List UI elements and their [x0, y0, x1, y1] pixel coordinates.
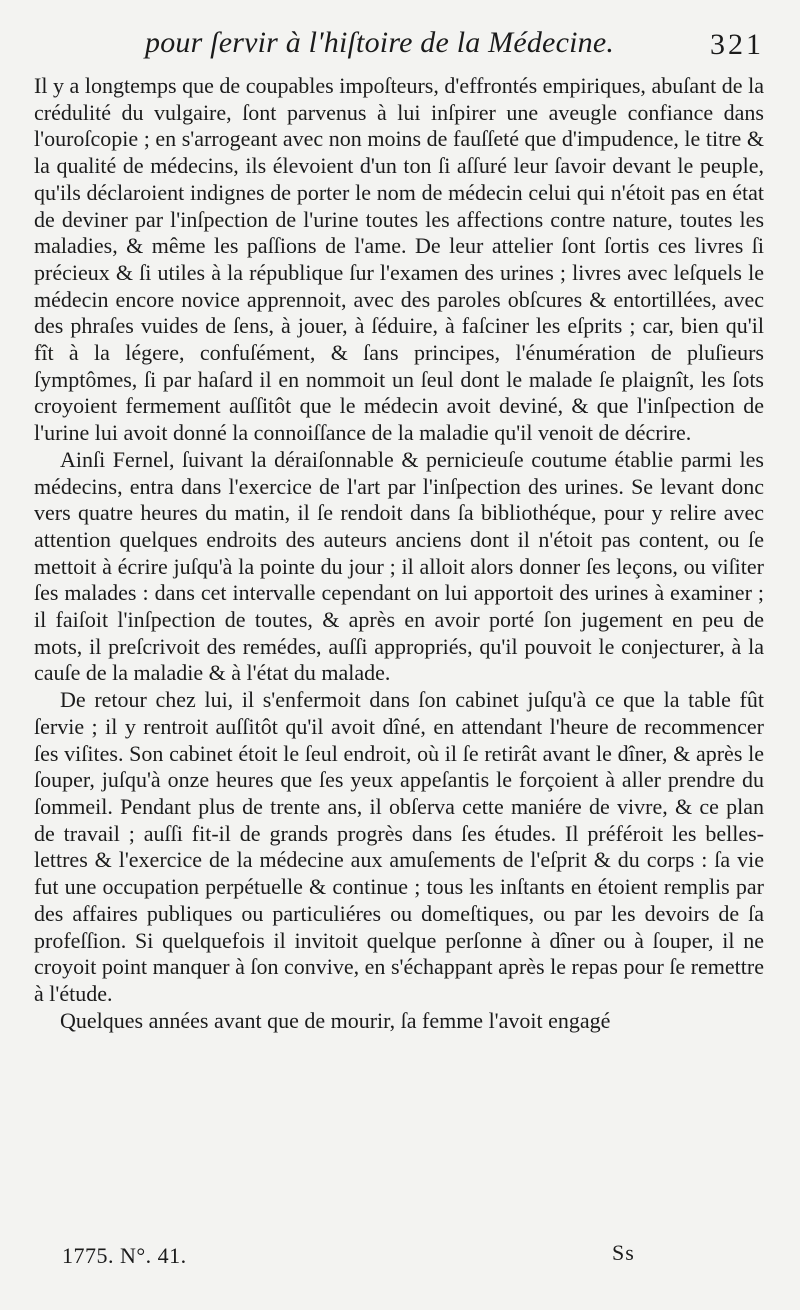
paragraph-1: Il y a longtemps que de coupables impoſteurs, d'effrontés empiriques, abuſant de la crédulité du vulgaire, ſont parvenus à lui inſpirer une aveugle confiance dans l'ouroſcopie ; en s'arrogeant avec non moins de fauſſeté que d'impudence, le titre & la qualité de médecins, ils élevoient d'un ton ſi aſſuré leur ſavoir devant le peuple, qu'ils déclaroient indignes de porter le nom de médecin celui qui n'étoit pas en état de deviner par l'inſpection de l'urine toutes les affections contre nature, toutes les maladies, & même les paſſions de l'ame. De leur attelier ſont ſortis ces livres ſi précieux & ſi utiles à la république ſur l'examen des urines ; livres avec leſquels le médecin encore novice apprennoit, avec des paroles obſcures & entortillées, avec des phraſes vuides de ſens, à jouer, à ſéduire, à faſciner les eſprits ; car, bien qu'il fît à la légere, confuſément, & ſans principes, l'énumération de pluſieurs ſymptômes, ſi par haſard il en nommoit un ſeul dont le malade ſe plaignît, les ſots croyoient fermement auſſitôt que le médecin avoit deviné, & que l'inſpection de l'urine lui avoit donné la connoiſſance de la maladie qu'il venoit de décrire.	[34, 73, 764, 446]
issue-number: 1775. N°. 41.	[62, 1243, 187, 1268]
running-title: pour ſervir à l'hiſtoire de la Médecine.	[145, 26, 615, 59]
body-text	[34, 73, 764, 1034]
paragraph-4: Quelques années avant que de mourir, ſa femme l'avoit engagé	[60, 1007, 611, 1033]
paragraph-3: De retour chez lui, il s'enfermoit dans ſon cabinet juſqu'à ce que la table fût ſervie ; il y rentroit auſſitôt qu'il avoit dîné, en attendant l'heure de recommencer ſes viſites. Son cabinet étoit le ſeul endroit, où il ſe retirât avant le dîner, & après le ſouper, juſqu'à onze heures que ſes yeux appeſantis le forçoient à aller prendre du ſommeil. Pendant plus de trente ans, il obſerva cette maniére de vivre, & ce plan de travail ; auſſi fit-il de grands progrès dans ſes études. Il préféroit les belles-lettres & l'exercice de la médecine aux amuſements de l'eſprit & du corps : ſa vie fut une occupation perpétuelle & continue ; tous les inſtants en étoient remplis par des affaires publiques ou particuliéres ou domeſtiques, ou par les devoirs de ſa profeſſion. Si quelquefois il invitoit quelque perſonne à dîner ou à ſouper, il ne croyoit point manquer à ſon convive, en s'échappant après le repas pour ſe remettre à l'étude.	[34, 687, 764, 1006]
signature-mark: Ss	[612, 1240, 635, 1265]
paragraph-2: Ainſi Fernel, ſuivant la déraiſonnable & pernicieuſe coutume établie parmi les médecins, entra dans l'exercice de l'art par l'inſpection des urines. Se levant donc vers quatre heures du matin, il ſe rendoit dans ſa bibliothéque, pour y relire avec attention quelques endroits des auteurs anciens dont il n'étoit pas content, ou ſe mettoit à écrire juſqu'à la pointe du jour ; il alloit alors donner ſes leçons, ou viſiter ſes malades : dans cet intervalle cependant on lui apportoit des urines à examiner ; il faiſoit l'inſpection de toutes, & après en avoir porté ſon jugement en peu de mots, il preſcrivoit des remédes, auſſi appropriés, qu'il pouvoit le conjecturer, à la cauſe de la maladie & à l'état du malade.	[34, 446, 764, 686]
page-number: 321	[710, 28, 764, 61]
